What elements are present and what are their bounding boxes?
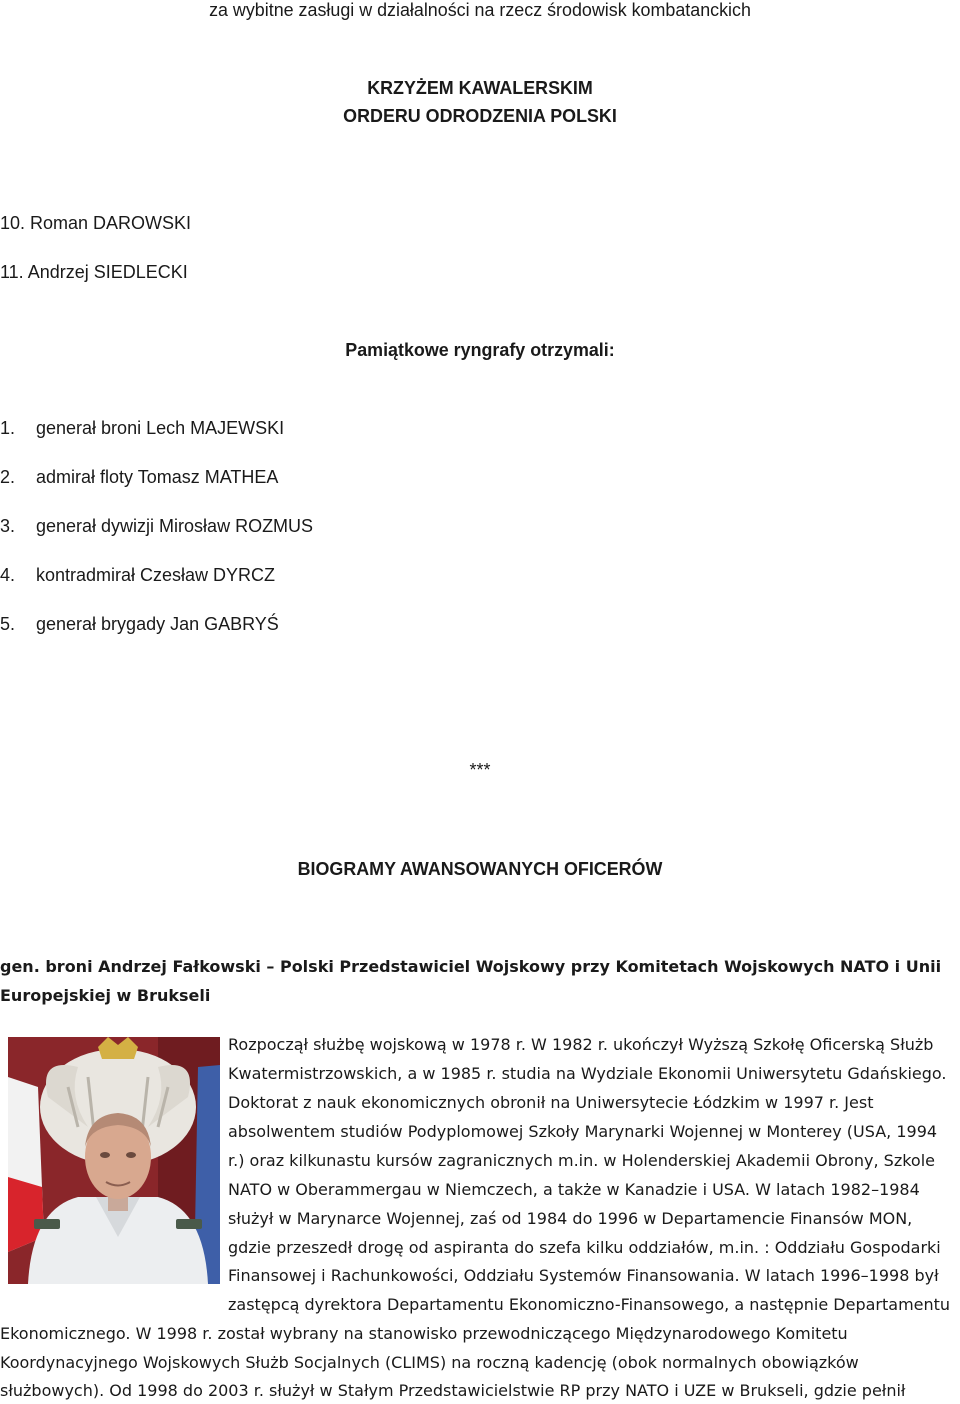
order-title-line-2: ORDERU ODRODZENIA POLSKI bbox=[343, 106, 617, 126]
list-number: 4. bbox=[0, 565, 16, 585]
bio-text-line: służbowych). Od 1998 do 2003 r. służył w Stałym Przedstawicielstwie RP przy NATO i UZE w Brukseli, gdzie pełnił bbox=[0, 1381, 906, 1400]
bio-text-line: Finansowej i Rachunkowości, Oddziału Systemów Finansowania. W latach 1996–1998 był bbox=[228, 1266, 939, 1285]
bio-heading-line-2: Europejskiej w Brukseli bbox=[0, 986, 211, 1005]
list-number: 3. bbox=[0, 516, 16, 536]
bio-heading-line-1: gen. broni Andrzej Fałkowski – Polski Przedstawiciel Wojskowy przy Komitetach Wojskowych NATO i Unii bbox=[0, 957, 942, 976]
list-item bbox=[0, 614, 279, 635]
list-item bbox=[0, 467, 278, 488]
list-name: generał broni Lech MAJEWSKI bbox=[36, 418, 285, 438]
list-number: 2. bbox=[0, 467, 16, 487]
bio-text-line: służył w Marynarce Wojennej, zaś od 1984 do 1996 w Departamencie Finansów MON, bbox=[228, 1209, 913, 1228]
bio-text-line: Ekonomicznego. W 1998 r. został wybrany na stanowisko przewodniczącego Międzynarodowego Komitetu bbox=[0, 1324, 848, 1343]
bio-section-title: BIOGRAMY AWANSOWANYCH OFICERÓW bbox=[297, 859, 663, 879]
list-item bbox=[0, 516, 313, 537]
bio-text-line: Doktorat z nauk ekonomicznych obronił na Uniwersytecie Łódzkim w 1997 r. Jest bbox=[228, 1093, 874, 1112]
portrait-photo bbox=[8, 1037, 220, 1284]
list-name: kontradmirał Czesław DYRCZ bbox=[36, 565, 276, 585]
list-item bbox=[0, 418, 284, 439]
list-name: generał brygady Jan GABRYŚ bbox=[36, 614, 279, 634]
order-recipient: 10. Roman DAROWSKI bbox=[0, 213, 192, 233]
list-name: admirał floty Tomasz MATHEA bbox=[36, 467, 279, 487]
list-number: 5. bbox=[0, 614, 16, 634]
portrait-image bbox=[8, 1037, 220, 1284]
bio-text-line: Kwatermistrzowskich, a w 1985 r. studia na Wydziale Ekonomii Uniwersytetu Gdańskiego. bbox=[228, 1064, 947, 1083]
bio-text-line: absolwentem studiów Podyplomowej Szkoły Marynarki Wojennej w Monterey (USA, 1994 bbox=[228, 1122, 938, 1141]
bio-text-line: NATO w Oberammergau w Niemczech, a także w Kanadzie i USA. W latach 1982–1984 bbox=[228, 1180, 920, 1199]
list-name: generał dywizji Mirosław ROZMUS bbox=[36, 516, 314, 536]
bio-text-line: r.) oraz kilkunastu kursów zagranicznych m.in. w Holenderskiej Akademii Obrony, Szkole bbox=[228, 1151, 935, 1170]
bio-text-line: zastępcą dyrektora Departamentu Ekonomiczno-Finansowego, a następnie Departamentu bbox=[228, 1295, 951, 1314]
bio-text-line: gdzie przeszedł drogę od aspiranta do szefa kilku oddziałów, m.in. : Oddziału Gospodarki bbox=[228, 1238, 941, 1257]
rings-heading: Pamiątkowe ryngrafy otrzymali: bbox=[345, 340, 615, 360]
section-separator: *** bbox=[469, 760, 491, 780]
list-number: 1. bbox=[0, 418, 16, 438]
list-item bbox=[0, 565, 275, 586]
order-title-line-1: KRZYŻEM KAWALERSKIM bbox=[367, 78, 593, 98]
bio-text-line: Rozpoczął służbę wojskową w 1978 r. W 1982 r. ukończył Wyższą Szkołę Oficerską Służb bbox=[228, 1035, 934, 1054]
award-reason-text: za wybitne zasługi w działalności na rzecz środowisk kombatanckich bbox=[209, 0, 751, 20]
bio-text-line: Koordynacyjnego Wojskowych Służb Socjalnych (CLIMS) na roczną kadencję (obok normalnych obowiązków bbox=[0, 1353, 859, 1372]
order-recipient: 11. Andrzej SIEDLECKI bbox=[0, 262, 188, 282]
